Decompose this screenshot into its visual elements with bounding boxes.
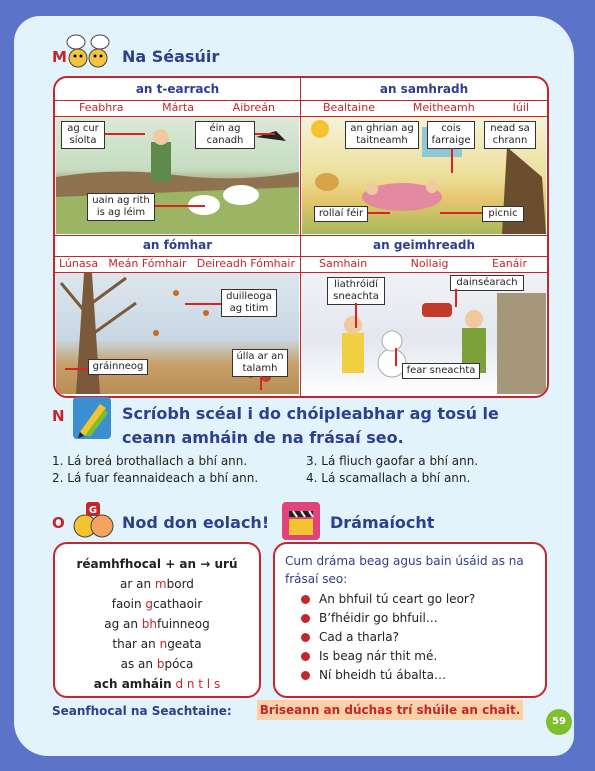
pointer	[260, 376, 262, 390]
drama-title: Drámaíocht	[330, 513, 435, 532]
label-spring: ag cur síolta	[61, 121, 105, 149]
section-letter-m: M	[52, 48, 67, 66]
month: Eanáir	[492, 257, 527, 270]
month: Márta	[162, 101, 194, 114]
month: Aibreán	[232, 101, 275, 114]
list-item: Ní bheidh tú ábalta…	[301, 666, 475, 685]
phrase-list-right	[306, 453, 478, 487]
month: Iúil	[512, 101, 529, 114]
page-number-badge: 59	[546, 709, 572, 735]
section-m-title: Na Séasúir	[122, 47, 220, 66]
pointer	[255, 133, 275, 135]
pointer	[440, 212, 482, 214]
label-spring: uain ag rith is ag léim	[87, 193, 155, 221]
icon-letter: G	[88, 505, 98, 516]
month: Bealtaine	[323, 101, 375, 114]
pointer	[185, 303, 221, 305]
clapperboard-icon	[281, 501, 321, 541]
season-spring-title: an t-earrach	[135, 82, 220, 96]
list-item: Cad a tharla?	[301, 628, 475, 647]
month: Meán Fómhair	[108, 257, 187, 270]
list-item: 3. Lá fliuch gaofar a bhí ann.	[306, 454, 479, 468]
phrase-list-left	[52, 453, 258, 487]
proverb-text: Briseann an dúchas trí shúile an chait.	[257, 700, 523, 720]
label-autumn: duilleoga ag titim	[221, 289, 277, 317]
spring-months	[79, 101, 275, 114]
pointer	[355, 303, 357, 328]
label-winter: dainséarach	[450, 275, 524, 291]
pointer	[395, 348, 397, 366]
label-summer: picnic	[482, 206, 524, 222]
exception-line: ach amháin d n t l s	[93, 677, 221, 691]
month: Feabhra	[79, 101, 124, 114]
label-summer: nead sa chrann	[484, 121, 536, 149]
month: Samhain	[319, 257, 368, 270]
summer-months	[323, 101, 529, 114]
example-line: as an bpóca	[120, 657, 194, 671]
bees-icon	[64, 32, 112, 70]
pointer	[451, 148, 453, 173]
example-line: ar an mbord	[120, 577, 194, 591]
drama-box	[273, 542, 547, 698]
seasons-table	[53, 76, 549, 398]
season-summer-title: an samhradh	[379, 82, 469, 96]
pointer	[455, 289, 457, 307]
section-n-title-line2: ceann amháin de na frásaí seo.	[122, 428, 404, 447]
label-summer: cois farraige	[427, 121, 475, 149]
list-item: 1. Lá breá brothallach a bhí ann.	[52, 454, 248, 468]
pointer	[368, 212, 390, 214]
list-item: An bhfuil tú ceart go leor?	[301, 590, 475, 609]
pointer	[105, 133, 145, 135]
drama-intro: Cum dráma beag agus bain úsáid as na frásaí seo:	[285, 554, 524, 586]
season-winter-title: an geimhreadh	[373, 238, 475, 252]
label-autumn: gráinneog	[88, 359, 148, 375]
pencils-icon	[72, 396, 112, 440]
section-letter-n: N	[52, 407, 65, 425]
proverb-label: Seanfhocal na Seachtaine:	[52, 704, 232, 718]
label-summer: rollaí féir	[314, 206, 368, 222]
example-line: faoin gcathaoir	[111, 597, 203, 611]
label-winter: liathróidí sneachta	[327, 277, 385, 305]
month: Meitheamh	[412, 101, 475, 114]
divider	[55, 235, 547, 236]
list-item: 2. Lá fuar feannaideach a bhí ann.	[52, 471, 259, 485]
label-winter: fear sneachta	[402, 363, 480, 379]
pointer	[65, 368, 88, 370]
label-summer: an ghrian ag taitneamh	[345, 121, 419, 149]
month: Lúnasa	[59, 257, 99, 270]
section-letter-o: O	[52, 514, 65, 532]
month: Nollaig	[410, 257, 449, 270]
list-item: 4. Lá scamallach a bhí ann.	[306, 471, 471, 485]
section-n-title-line1: Scríobh scéal i do chóipleabhar ag tosú le	[122, 404, 499, 423]
example-line: thar an ngeata	[112, 637, 202, 651]
label-autumn: úlla ar an talamh	[232, 349, 288, 377]
pointer	[155, 205, 205, 207]
example-line: ag an bhfuinneog	[104, 617, 210, 631]
label-spring: éin ag canadh	[195, 121, 255, 149]
season-autumn-title: an fómhar	[142, 238, 213, 252]
section-o-title: Nod don eolach!	[122, 513, 270, 532]
list-item: Is beag nár thit mé.	[301, 647, 475, 666]
list-item: B’fhéidir go bhfuil…	[301, 609, 475, 628]
drama-phrase-list	[301, 590, 475, 685]
divider	[300, 78, 301, 396]
winter-months	[319, 257, 527, 270]
autumn-months	[59, 257, 295, 270]
month: Deireadh Fómhair	[196, 257, 295, 270]
grammar-tip-box	[53, 542, 261, 698]
rule-line: réamhfhocal + an → urú	[76, 557, 238, 571]
kids-icon	[72, 500, 114, 542]
